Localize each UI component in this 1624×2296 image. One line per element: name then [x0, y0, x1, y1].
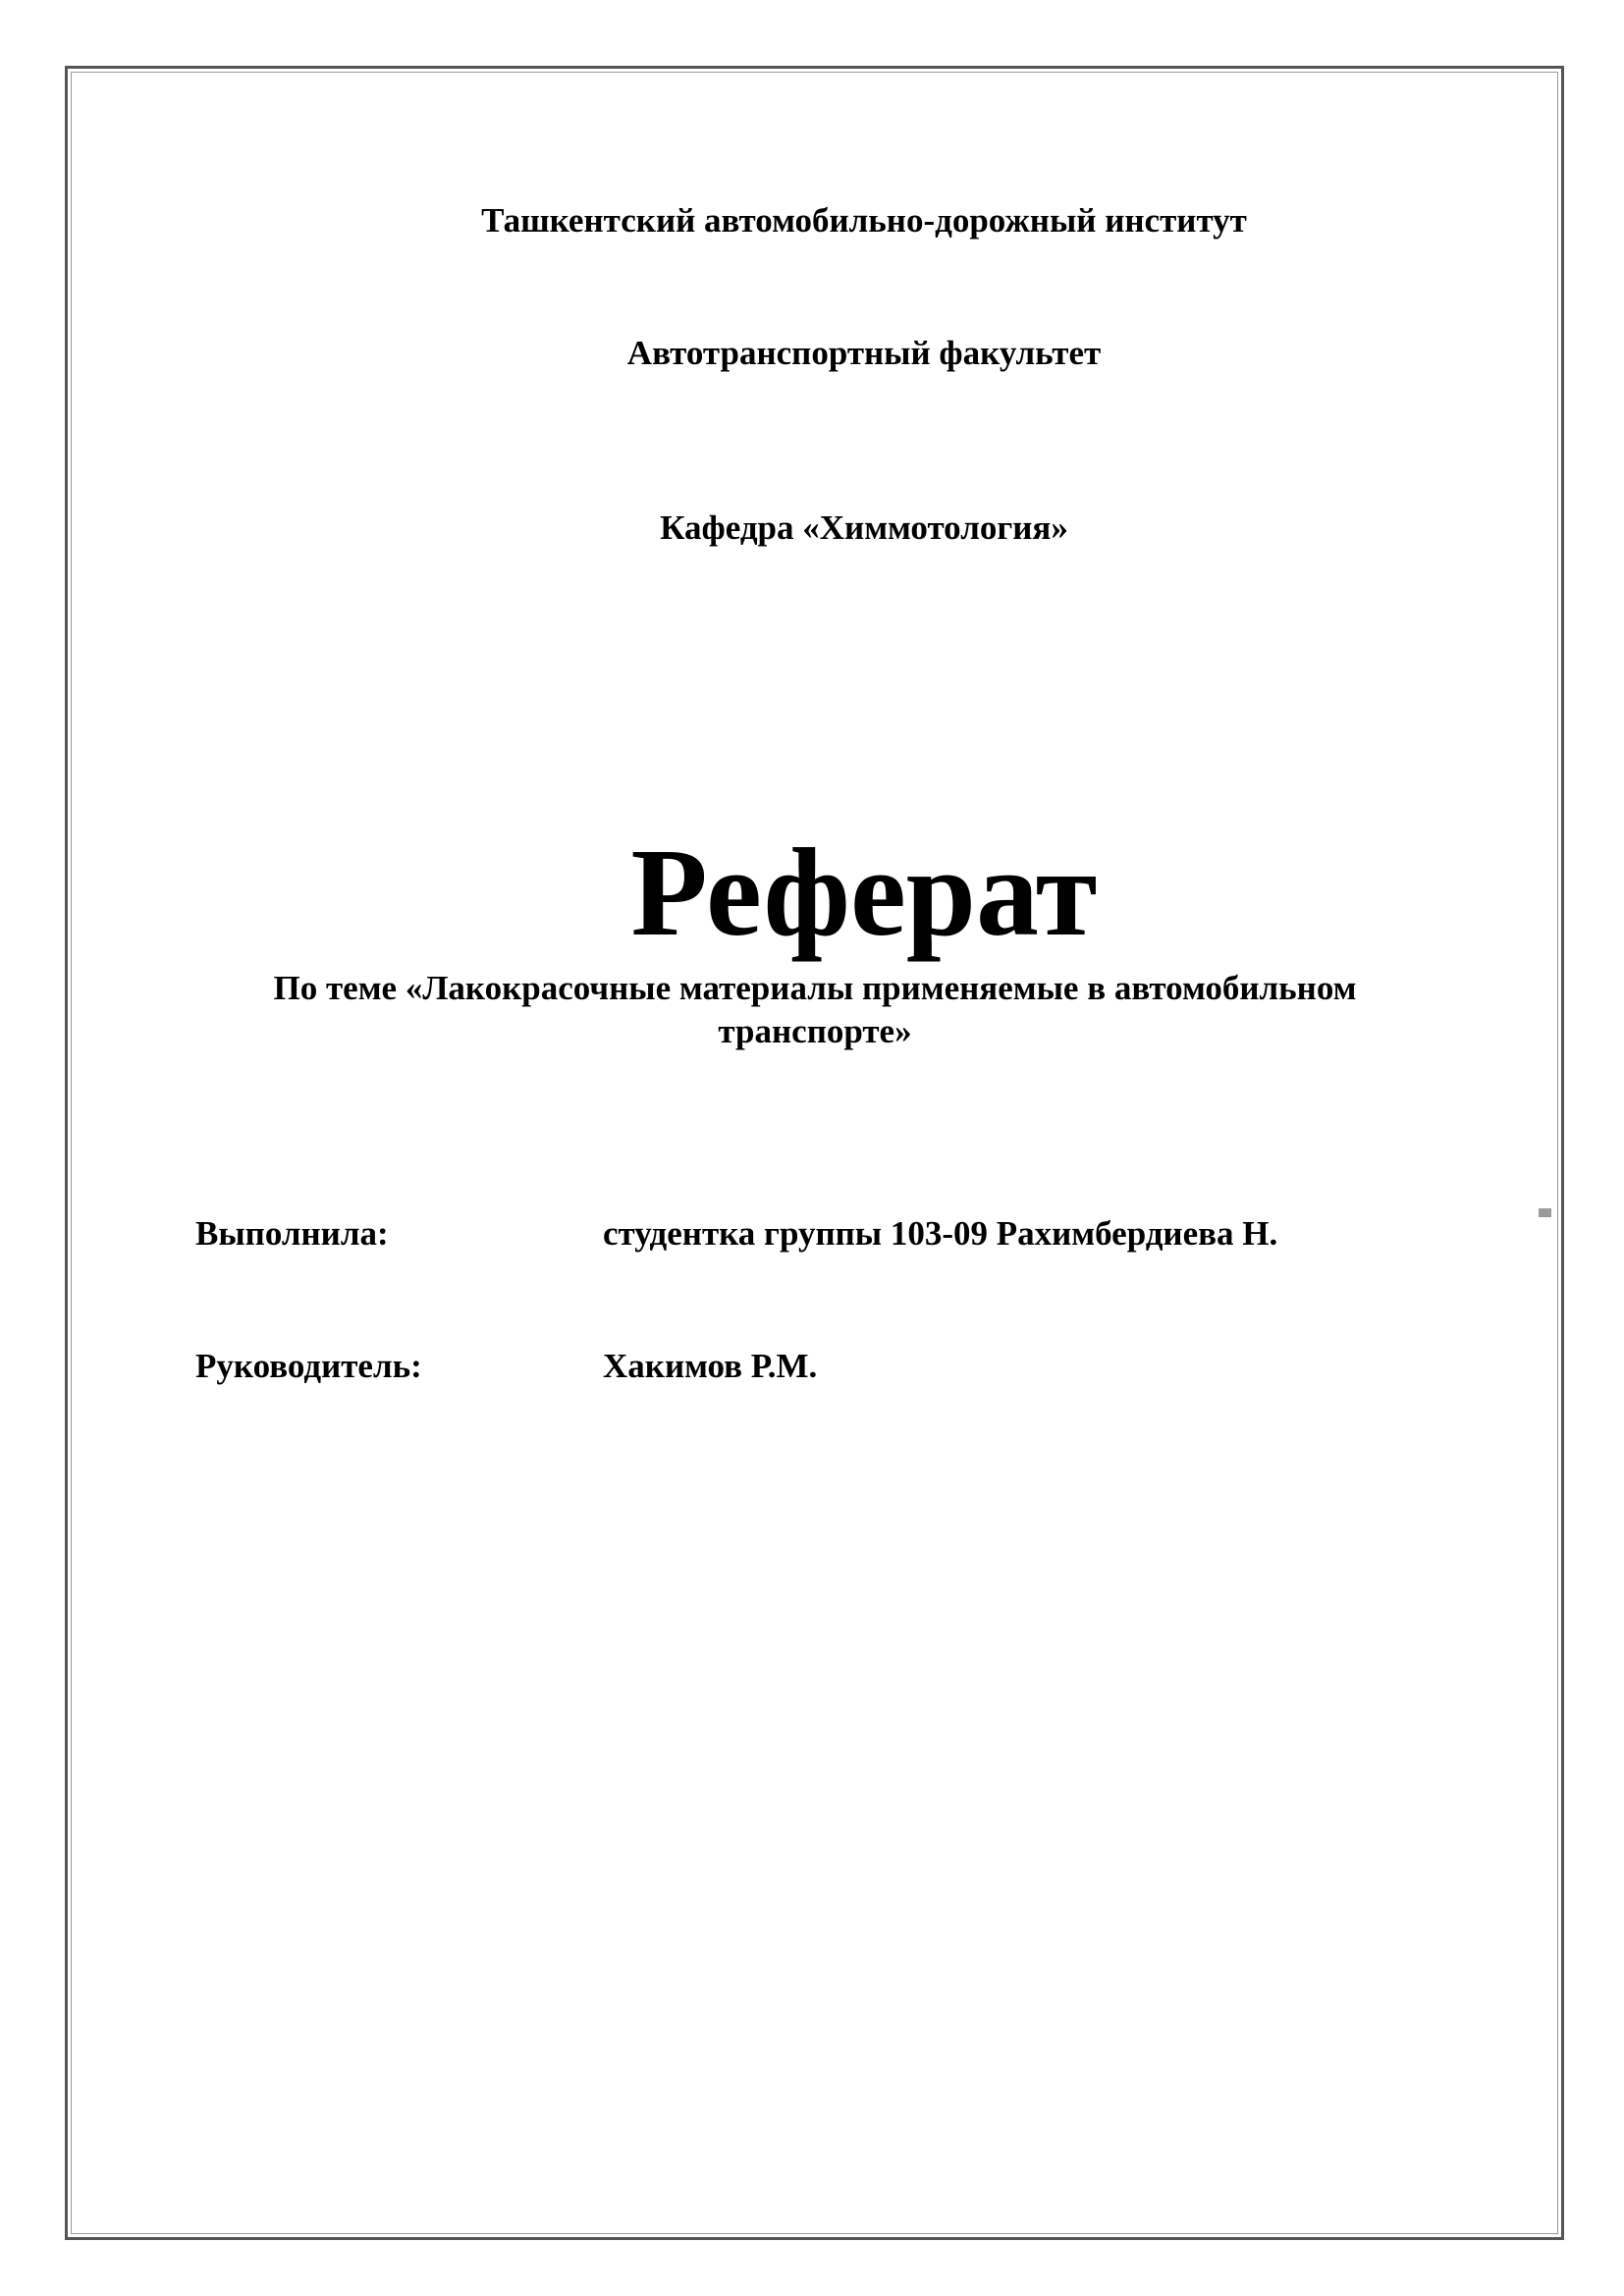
faculty-name: Автотранспортный факультет [626, 334, 1102, 372]
topic-line-2: транспорте» [718, 1012, 912, 1050]
document-topic [137, 967, 1492, 1053]
document-type-title: Реферат [630, 823, 1098, 962]
author-row [195, 1214, 1277, 1254]
margin-marker [1539, 1208, 1551, 1217]
author-value: студентка группы 103-09 Рахимбердиева Н. [603, 1214, 1278, 1253]
author-label: Выполнила: [195, 1214, 389, 1253]
supervisor-value: Хакимов Р.М. [603, 1347, 818, 1385]
supervisor-row [195, 1347, 817, 1386]
department-name: Кафедра «Химмотология» [660, 508, 1068, 547]
supervisor-label: Руководитель: [195, 1347, 422, 1385]
institute-name: Ташкентский автомобильно-дорожный институт [481, 201, 1247, 240]
topic-line-1: По теме «Лакокрасочные материалы применяемые в автомобильном [273, 969, 1357, 1007]
page-border-inner [71, 72, 1558, 2234]
